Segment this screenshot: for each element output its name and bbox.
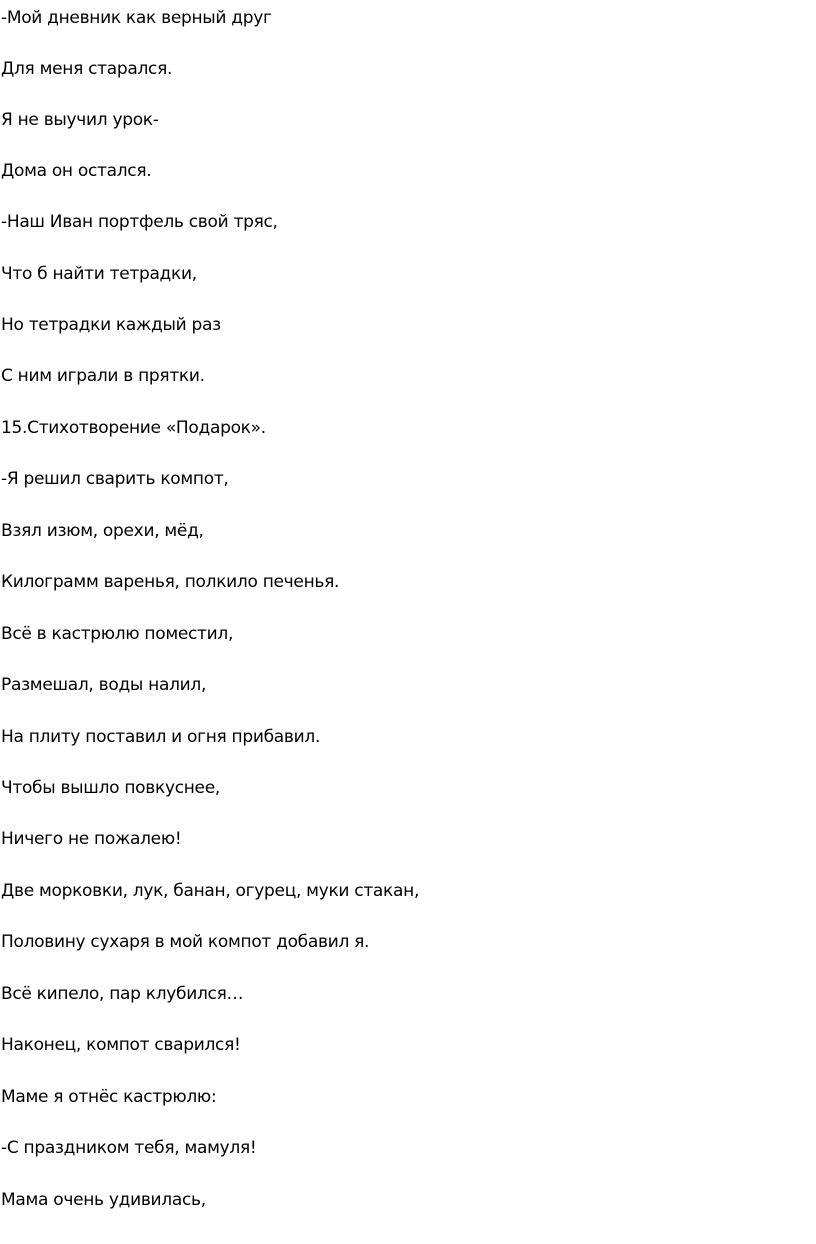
poem-line: -Наш Иван портфель свой тряс,	[1, 212, 278, 232]
poem-line: Ничего не пожалею!	[1, 829, 182, 849]
poem-line: Что б найти тетрадки,	[1, 264, 197, 284]
poem-line: Наконец, компот сварился!	[1, 1035, 241, 1055]
poem-line: Но тетрадки каждый раз	[1, 315, 221, 335]
poem-line: Дома он остался.	[1, 161, 152, 181]
poem-line: Я не выучил урок-	[1, 110, 159, 130]
poem-line: Маме я отнёс кастрюлю:	[1, 1087, 217, 1107]
poem-line: -Я решил сварить компот,	[1, 469, 229, 489]
poem-line: Взял изюм, орехи, мёд,	[1, 521, 204, 541]
poem-line: Чтобы вышло повкуснее,	[1, 778, 220, 798]
poem-line: Мама очень удивилась,	[1, 1190, 206, 1210]
poem-line: Килограмм варенья, полкило печенья.	[1, 572, 340, 592]
section-heading: 15.Стихотворение «Подарок».	[1, 418, 266, 438]
poem-line: С ним играли в прятки.	[1, 366, 205, 386]
poem-line: -С праздником тебя, мамуля!	[1, 1138, 257, 1158]
poem-line: Всё кипело, пар клубился…	[1, 984, 244, 1004]
poem-line: На плиту поставил и огня прибавил.	[1, 727, 321, 747]
poem-line: -Мой дневник как верный друг	[1, 8, 272, 28]
poem-line: Размешал, воды налил,	[1, 675, 207, 695]
poem-line: Две морковки, лук, банан, огурец, муки стакан,	[1, 881, 420, 901]
poem-line: Половину сухаря в мой компот добавил я.	[1, 932, 370, 952]
poem-line: Всё в кастрюлю поместил,	[1, 624, 234, 644]
poem-line: Для меня старался.	[1, 59, 173, 79]
